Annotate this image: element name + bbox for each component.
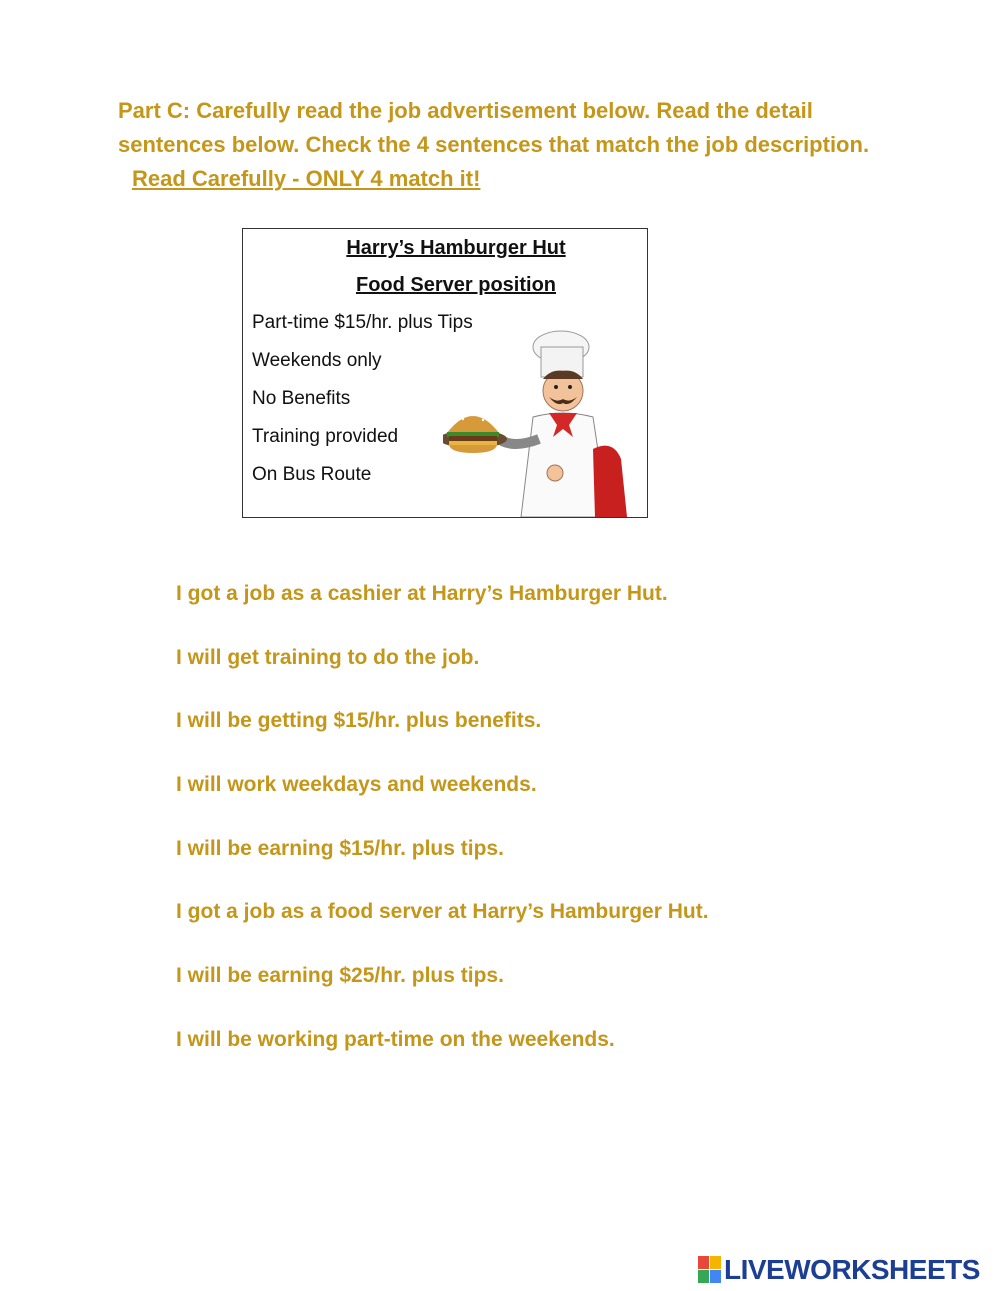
chef-illustration [443,329,643,517]
ad-detail: On Bus Route [252,464,372,485]
sentence-option[interactable]: I will be earning $25/hr. plus tips. [176,964,504,988]
sentence-option[interactable]: I got a job as a cashier at Harry’s Hamburger Hut. [176,582,668,605]
ad-detail: Weekends only [252,350,382,371]
liveworksheets-logo [698,1254,980,1286]
sentence-option[interactable]: I will be getting $15/hr. plus benefits. [176,709,542,733]
ad-title: Harry’s Hamburger Hut [346,237,566,259]
sentence-option[interactable]: I will be earning $15/hr. plus tips. [176,836,504,860]
job-advertisement [242,228,648,518]
ad-subtitle: Food Server position [355,274,557,296]
ad-details [252,311,473,501]
instructions-emphasis: Read Carefully - ONLY 4 match it! [132,166,481,191]
sentence-option[interactable]: I got a job as a food server at Harry’s Hamburger Hut. [176,900,709,924]
logo-badge-icon [698,1256,722,1284]
sentence-option[interactable]: I will work weekdays and weekends. [176,773,537,797]
instructions [118,94,878,196]
ad-detail: Training provided [252,426,399,447]
sentence-option[interactable]: I will be working part-time on the weekends. [176,1027,615,1051]
instructions-lead: Part C: Carefully read the job advertisement below. Read the detail sentences below. Check the 4 sentences that match the job description. [118,98,870,157]
ad-detail: No Benefits [252,388,351,409]
logo-text: LIVEWORKSHEETS [724,1254,980,1285]
ad-detail: Part-time $15/hr. plus Tips [252,312,473,333]
sentence-option[interactable]: I will get training to do the job. [176,645,480,669]
detail-sentences [176,580,709,1090]
